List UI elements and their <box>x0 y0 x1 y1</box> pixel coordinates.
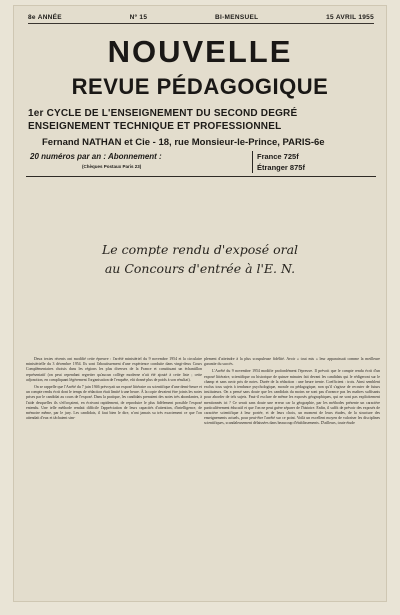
paragraph: L'Arrêté du 9 novembre 1954 modifie profondément l'épreuve. Il prévoit que le compte rendu écrit d'un exposé littéraire, scientifique ou historique de quinze minutes fait devant les candidats qui le rédigeront sur le champ et sans avoir pris de notes. Durée de la rédaction : une heure trente. Coefficient : trois. Ainsi semblent exclus tous sujets à tendance psychologique, morale ou pédagogique, non qu'il s'agisse de recruter de futurs instituteurs. On a pensé sans doute que les candidats du moins ne sont pas d'avance pas les maîtres suffisants pour aborder de tels sujets. Faut-il exclure de même les exposés géographiques, qui ne sont pas explicitement mentionnés ici ? Ce serait sans doute une erreur car la géographie, par les méthodes présente un caractère particulièrement éducatif et que l'on ne peut guère séparer de l'histoire. Enfin, il suffit de prévoir des exposés de caractère scientifique à leur portée, et de leurs choix, un moment de leurs études, de la structure des enseignements actuels, pour peut-être l'arrêté sur ce point. Voilà un excellent moyen de valoriser les disciplines scientifiques, scandaleusement délaissées dans beaucoup d'établissements. D'ailleurs, toute étude <box>204 369 380 426</box>
article-column-left <box>26 357 202 423</box>
price-etranger: Étranger 875f <box>257 163 305 172</box>
document-page <box>14 6 386 601</box>
title-line-1: NOUVELLE <box>107 34 293 69</box>
subtitle-line-2: ENSEIGNEMENT TECHNIQUE ET PROFESSIONNEL <box>28 121 282 132</box>
handwritten-title-line-2: au Concours d'entrée à l'E. N. <box>104 261 296 276</box>
issue-date: 15 AVRIL 1955 <box>326 14 374 21</box>
subscription-prices <box>252 151 305 173</box>
subtitle-line-1: 1er CYCLE DE L'ENSEIGNEMENT DU SECOND DEGRÉ <box>28 108 298 119</box>
issue-year: 8e ANNÉE <box>28 14 62 21</box>
paragraph: On se rappelle que l'Arrêté du 7 juin 1946 prévoyait un exposé littéraire ou scientifique d'une demi-heure et un compte rendu écrit dont le temps de rédaction était limité à une heure. À la copie devaient être joints les notes prises par le candidat au cours de l'exposé. Dans la pratique, les candidats prenaient des notes très abondantes, à l'aide desquelles ils s'efforçaient, en écrivant rapidement, de reproduire le plus fidèlement possible l'exposé entendu. Une telle méthode rendait difficile l'appréciation de leurs capacités d'attention, d'intelligence, de mémoire même, par le jury. Les candidats, il faut bien le dire, n'ont jamais su très exactement ce que l'on attendait d'eux et tâchaient sim- <box>26 385 202 421</box>
subscription-label: 20 numéros par an : Abonnement : <box>30 152 162 161</box>
price-france: France 725f <box>257 152 299 161</box>
publisher-address: Fernand NATHAN et Cie - 18, rue Monsieur-le-Prince, PARIS-6e <box>42 137 325 148</box>
issue-frequency: BI-MENSUEL <box>214 14 259 21</box>
paragraph: plement d'atteindre à la plus scrupuleuse fidélité. Avoir « tout mis » leur apparaissait comme la meilleure garantie du succès. <box>204 357 380 367</box>
postal-cheques: (Chèques Postaux Paris 23) <box>82 164 142 169</box>
handwritten-title-line-1: Le compte rendu d'exposé oral <box>101 242 299 257</box>
issue-number: Nº 15 <box>129 14 148 21</box>
masthead-info-line <box>28 14 374 24</box>
paragraph: Deux textes récents ont modifié cette épreuve : l'arrêté ministériel du 9 novembre 1954 et la circulaire ministérielle du 3 décembre 1954. Ils sont l'aboutissement d'une expérience conduite dans vingt-deux Cours Complémentaires choisis dans les régions les plus diverses de la France et constituant un échantillon représentatif (on peut cependant regretter qu'aucun collège moderne n'ait été ajouté à cette liste ; cette adjonction, en compliquant légèrement l'organisation de l'enquête, eût donné plus de poids à son résultat). <box>26 357 202 382</box>
header-divider <box>26 176 376 177</box>
title-line-2: REVUE PÉDAGOGIQUE <box>71 74 329 99</box>
article-column-right <box>204 357 380 429</box>
